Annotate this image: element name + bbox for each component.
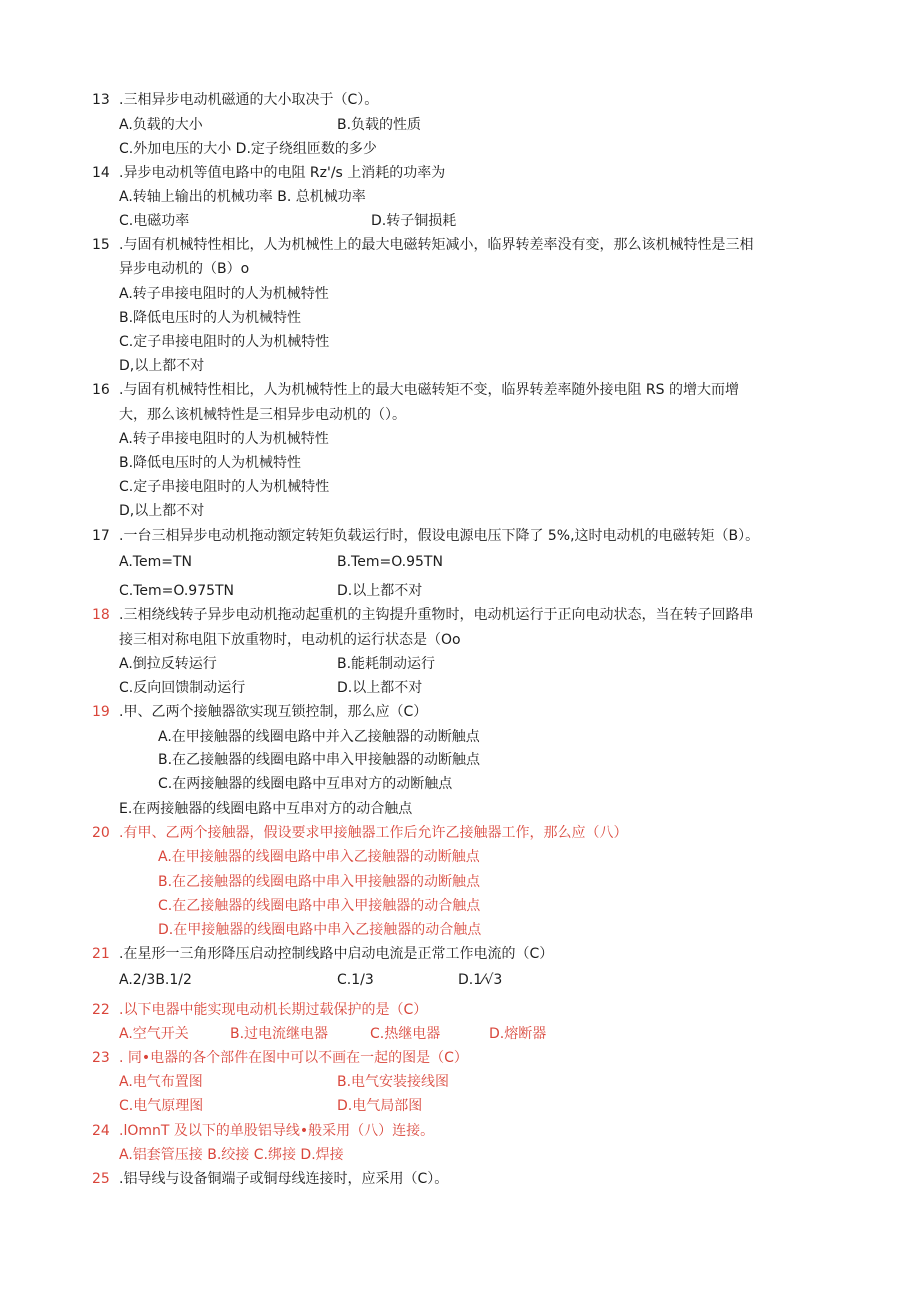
question-number: 19: [92, 704, 110, 720]
answer-option: B.Tem=O.95TN: [337, 554, 443, 570]
answer-option: C.电气原理图: [119, 1098, 204, 1114]
question-number: 14: [92, 165, 110, 181]
question-stem: 大，那么该机械特性是三相异步电动机的（）。: [119, 407, 406, 423]
answer-option: C.热继电器: [370, 1026, 441, 1042]
question-number: 17: [92, 528, 110, 544]
answer-option: B.电气安装接线图: [337, 1074, 450, 1090]
answer-option: B.降低电压时的人为机械特性: [119, 455, 302, 471]
question-number: 16: [92, 382, 110, 398]
answer-option: D.以上都不对: [337, 583, 423, 599]
question-stem: .与固有机械特性相比，人为机械特性上的最大电磁转矩不变，临界转差率随外接电阻 RS 的增大而增: [119, 382, 739, 398]
answer-option: D.以上都不对: [337, 680, 423, 696]
answer-option: B.降低电压时的人为机械特性: [119, 310, 302, 326]
answer-option: C.Tem=O.975TN: [119, 583, 235, 599]
answer-option: D.1⁄√3: [458, 972, 503, 988]
answer-option: C.在两接触器的线圈电路中互串对方的动断触点: [158, 776, 453, 792]
answer-option: D.在甲接触器的线圈电路中串入乙接触器的动合触点: [158, 922, 482, 938]
answer-option: A.铝套管压接 B.绞接 C.绑接 D.焊接: [119, 1147, 344, 1163]
answer-option: D,以上都不对: [119, 503, 205, 519]
question-number: 13: [92, 92, 110, 108]
answer-option: B.在乙接触器的线圈电路中串入甲接触器的动断触点: [158, 874, 481, 890]
answer-option: C.反向回馈制动运行: [119, 680, 246, 696]
answer-option: C.定子串接电阻时的人为机械特性: [119, 334, 330, 350]
answer-option: A.Tem=TN: [119, 554, 192, 570]
question-stem: .lOmnT 及以下的单股铝导线•般采用（八）连接。: [119, 1123, 435, 1139]
question-stem: .与固有机械特性相比，人为机械性上的最大电磁转矩减小，临界转差率没有变，那么该机械特性是三相: [119, 237, 754, 253]
question-stem: .有甲、乙两个接触器，假设要求甲接触器工作后允许乙接触器工作，那么应（八）: [119, 825, 628, 841]
answer-option: A.转子串接电阻时的人为机械特性: [119, 431, 329, 447]
answer-option: C.电磁功率: [119, 213, 190, 229]
answer-option: B.能耗制动运行: [337, 656, 436, 672]
answer-option: A.2/3B.1/2: [119, 972, 192, 988]
question-stem: .在星形一三角形降压启动控制线路中启动电流是正常工作电流的（C）: [119, 946, 554, 962]
question-stem: 异步电动机的（B）o: [119, 261, 250, 277]
question-stem: .铝导线与设备铜端子或铜母线连接时，应采用（C）。: [119, 1171, 449, 1187]
question-number: 21: [92, 946, 110, 962]
question-number: 18: [92, 607, 110, 623]
question-stem: . 同•电器的各个部件在图中可以不画在一起的图是（C）: [119, 1050, 468, 1066]
answer-option: B.在乙接触器的线圈电路中串入甲接触器的动断触点: [158, 752, 481, 768]
answer-option: C.1/3: [337, 972, 374, 988]
answer-option: C.定子串接电阻时的人为机械特性: [119, 479, 330, 495]
answer-option: E.在两接触器的线圈电路中互串对方的动合触点: [119, 801, 413, 817]
answer-option: D.电气局部图: [337, 1098, 423, 1114]
answer-option: D,以上都不对: [119, 358, 205, 374]
answer-option: B.负载的性质: [337, 117, 422, 133]
question-stem: .异步电动机等值电路中的电阻 Rz'/s 上消耗的功率为: [119, 165, 446, 181]
answer-option: C.外加电压的大小 D.定子绕组匝数的多少: [119, 141, 377, 157]
question-number: 24: [92, 1123, 110, 1139]
question-number: 22: [92, 1002, 110, 1018]
answer-option: B.过电流继电器: [230, 1026, 329, 1042]
answer-option: A.空气开关: [119, 1026, 189, 1042]
question-stem: .以下电器中能实现电动机长期过载保护的是（C）: [119, 1002, 428, 1018]
question-stem: .三相异步电动机磁通的大小取决于（C）。: [119, 92, 379, 108]
answer-option: D.熔断器: [489, 1026, 547, 1042]
answer-option: A.在甲接触器的线圈电路中并入乙接触器的动断触点: [158, 729, 480, 745]
answer-option: A.电气布置图: [119, 1074, 203, 1090]
answer-option: A.转子串接电阻时的人为机械特性: [119, 286, 329, 302]
question-number: 23: [92, 1050, 110, 1066]
question-number: 15: [92, 237, 110, 253]
answer-option: C.在乙接触器的线圈电路中串入甲接触器的动合触点: [158, 898, 481, 914]
answer-option: A.负载的大小: [119, 117, 203, 133]
question-stem: .三相绕线转子异步电动机拖动起重机的主钩提升重物时，电动机运行于正向电动状态，当在转子回路串: [119, 607, 754, 623]
answer-option: A.倒拉反转运行: [119, 656, 217, 672]
question-stem: 接三相对称电阻下放重物时，电动机的运行状态是（Oo: [119, 632, 461, 648]
question-stem: .一台三相异步电动机拖动额定转矩负载运行时，假设电源电压下降了 5%,这时电动机的电磁转矩（B）。: [119, 528, 760, 544]
answer-option: A.转轴上输出的机械功率 B. 总机械功率: [119, 189, 366, 205]
answer-option: D.转子铜损耗: [371, 213, 457, 229]
question-number: 25: [92, 1171, 110, 1187]
question-stem: .甲、乙两个接触器欲实现互锁控制，那么应（C）: [119, 704, 428, 720]
question-number: 20: [92, 825, 110, 841]
answer-option: A.在甲接触器的线圈电路中串入乙接触器的动断触点: [158, 849, 480, 865]
